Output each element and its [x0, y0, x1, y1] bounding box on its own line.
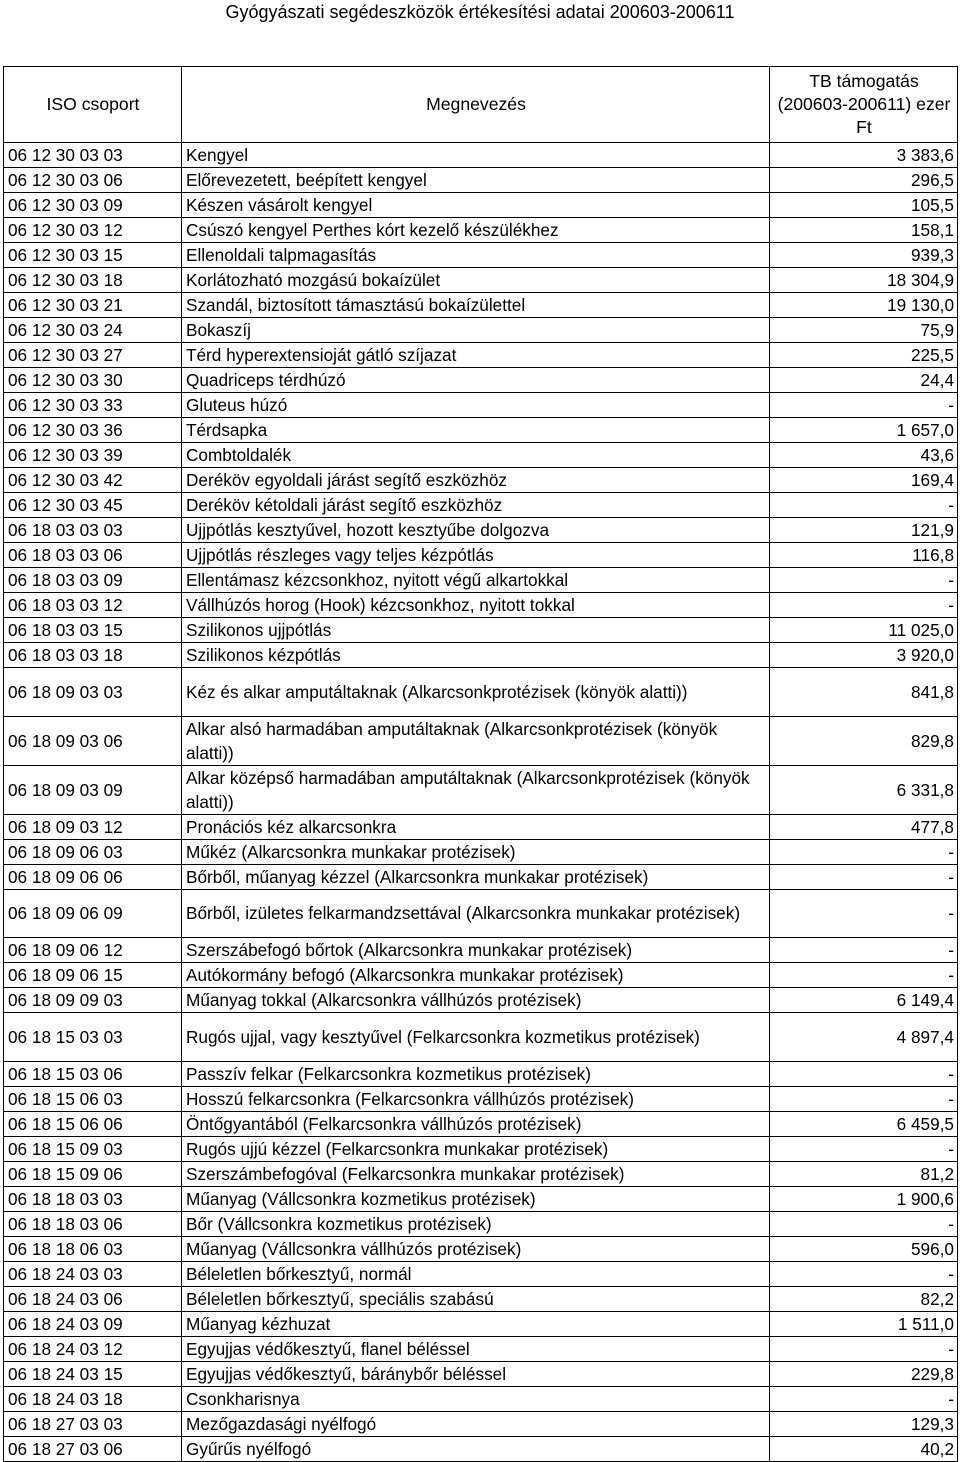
iso-code-cell: 06 12 30 03 39 [4, 443, 182, 468]
support-amount-cell: 75,9 [770, 318, 958, 343]
item-name-cell: Térdsapka [182, 418, 770, 443]
support-amount-cell: 81,2 [770, 1161, 958, 1186]
iso-code-cell: 06 18 27 03 06 [4, 1436, 182, 1461]
item-name-cell: Deréköv egyoldali járást segítő eszközhöz [182, 468, 770, 493]
iso-code-cell: 06 18 09 06 03 [4, 839, 182, 864]
iso-code-cell: 06 12 30 03 36 [4, 418, 182, 443]
item-name-cell: Vállhúzós horog (Hook) kézcsonkhoz, nyitott tokkal [182, 593, 770, 618]
item-name-cell: Szilikonos ujjpótlás [182, 618, 770, 643]
iso-code-cell: 06 18 15 03 06 [4, 1061, 182, 1086]
iso-code-cell: 06 12 30 03 45 [4, 493, 182, 518]
item-name-cell: Autókormány befogó (Alkarcsonkra munkakar protézisek) [182, 963, 770, 988]
iso-code-cell: 06 12 30 03 21 [4, 293, 182, 318]
item-name-cell: Mezőgazdasági nyélfogó [182, 1411, 770, 1436]
table-row [4, 293, 958, 318]
support-amount-cell: 43,6 [770, 443, 958, 468]
item-name-cell: Műanyag (Vállcsonkra vállhúzós protézisek) [182, 1236, 770, 1261]
table-row [4, 543, 958, 568]
item-name-cell: Gyűrűs nyélfogó [182, 1436, 770, 1461]
iso-code-cell: 06 12 30 03 30 [4, 368, 182, 393]
table-row [4, 938, 958, 963]
table-row [4, 889, 958, 938]
item-name-cell: Passzív felkar (Felkarcsonkra kozmetikus protézisek) [182, 1061, 770, 1086]
support-amount-cell: - [770, 839, 958, 864]
iso-code-cell: 06 12 30 03 12 [4, 218, 182, 243]
item-name-cell: Rugós ujjal, vagy kesztyűvel (Felkarcsonkra kozmetikus protézisek) [182, 1013, 770, 1062]
iso-code-cell: 06 18 03 03 06 [4, 543, 182, 568]
item-name-cell: Szilikonos kézpótlás [182, 643, 770, 668]
support-amount-cell: 1 657,0 [770, 418, 958, 443]
support-amount-cell: 939,3 [770, 243, 958, 268]
support-amount-cell: 82,2 [770, 1286, 958, 1311]
support-amount-cell: 169,4 [770, 468, 958, 493]
item-name-cell: Gluteus húzó [182, 393, 770, 418]
page-title: Gyógyászati segédeszközök értékesítési adatai 200603-200611 [225, 2, 735, 22]
table-row [4, 568, 958, 593]
iso-code-cell: 06 18 03 03 09 [4, 568, 182, 593]
table-row [4, 1261, 958, 1286]
table-row [4, 268, 958, 293]
table-row [4, 1086, 958, 1111]
table-row [4, 1136, 958, 1161]
table-row [4, 418, 958, 443]
item-name-cell: Ellentámasz kézcsonkhoz, nyitott végű alkartokkal [182, 568, 770, 593]
table-row [4, 468, 958, 493]
item-name-cell: Alkar alsó harmadában amputáltaknak (Alkarcsonkprotézisek (könyök alatti)) [182, 716, 770, 765]
item-name-cell: Öntőgyantából (Felkarcsonkra vállhúzós protézisek) [182, 1111, 770, 1136]
column-header-name: Megnevezés [182, 67, 770, 143]
item-name-cell: Készen vásárolt kengyel [182, 193, 770, 218]
table-row [4, 1211, 958, 1236]
iso-code-cell: 06 12 30 03 06 [4, 168, 182, 193]
item-name-cell: Műanyag tokkal (Alkarcsonkra vállhúzós protézisek) [182, 988, 770, 1013]
item-name-cell: Bőrből, műanyag kézzel (Alkarcsonkra munkakar protézisek) [182, 864, 770, 889]
table-row [4, 618, 958, 643]
support-amount-cell: 6 459,5 [770, 1111, 958, 1136]
iso-code-cell: 06 18 24 03 03 [4, 1261, 182, 1286]
table-row [4, 393, 958, 418]
table-row [4, 218, 958, 243]
item-name-cell: Pronációs kéz alkarcsonkra [182, 814, 770, 839]
table-row [4, 593, 958, 618]
support-amount-cell: 40,2 [770, 1436, 958, 1461]
iso-code-cell: 06 18 09 03 09 [4, 765, 182, 814]
support-amount-cell: 841,8 [770, 668, 958, 717]
iso-code-cell: 06 18 15 06 03 [4, 1086, 182, 1111]
item-name-cell: Csonkharisnya [182, 1386, 770, 1411]
support-amount-cell: - [770, 493, 958, 518]
support-amount-cell: - [770, 393, 958, 418]
iso-code-cell: 06 12 30 03 09 [4, 193, 182, 218]
iso-code-cell: 06 18 15 09 06 [4, 1161, 182, 1186]
item-name-cell: Műkéz (Alkarcsonkra munkakar protézisek) [182, 839, 770, 864]
item-name-cell: Egyujjas védőkesztyű, flanel béléssel [182, 1336, 770, 1361]
support-amount-cell: - [770, 864, 958, 889]
table-row [4, 1236, 958, 1261]
support-amount-cell: 158,1 [770, 218, 958, 243]
iso-code-cell: 06 12 30 03 42 [4, 468, 182, 493]
support-amount-cell: - [770, 568, 958, 593]
support-amount-cell: 229,8 [770, 1361, 958, 1386]
table-row [4, 864, 958, 889]
support-amount-cell: 129,3 [770, 1411, 958, 1436]
support-amount-cell: 24,4 [770, 368, 958, 393]
table-row [4, 1111, 958, 1136]
iso-code-cell: 06 18 15 03 03 [4, 1013, 182, 1062]
table-row [4, 1286, 958, 1311]
support-amount-cell: - [770, 1211, 958, 1236]
column-header-support-amount: TB támogatás (200603-200611) ezer Ft [770, 67, 958, 143]
table-row [4, 343, 958, 368]
item-name-cell: Kéz és alkar amputáltaknak (Alkarcsonkprotézisek (könyök alatti)) [182, 668, 770, 717]
support-amount-cell: - [770, 963, 958, 988]
item-name-cell: Bőrből, izületes felkarmandzsettával (Alkarcsonkra munkakar protézisek) [182, 889, 770, 938]
iso-code-cell: 06 12 30 03 18 [4, 268, 182, 293]
table-row [4, 1386, 958, 1411]
support-amount-cell: 1 511,0 [770, 1311, 958, 1336]
table-row [4, 143, 958, 168]
table-row [4, 1186, 958, 1211]
support-amount-cell: 6 331,8 [770, 765, 958, 814]
item-name-cell: Műanyag kézhuzat [182, 1311, 770, 1336]
table-row [4, 1061, 958, 1086]
support-amount-cell: 1 900,6 [770, 1186, 958, 1211]
iso-code-cell: 06 12 30 03 33 [4, 393, 182, 418]
iso-code-cell: 06 18 03 03 03 [4, 518, 182, 543]
support-amount-cell: 121,9 [770, 518, 958, 543]
item-name-cell: Ellenoldali talpmagasítás [182, 243, 770, 268]
iso-code-cell: 06 18 24 03 18 [4, 1386, 182, 1411]
iso-code-cell: 06 12 30 03 24 [4, 318, 182, 343]
support-amount-cell: 105,5 [770, 193, 958, 218]
table-row [4, 443, 958, 468]
support-amount-cell: 19 130,0 [770, 293, 958, 318]
iso-code-cell: 06 18 15 09 03 [4, 1136, 182, 1161]
table-row [4, 643, 958, 668]
iso-code-cell: 06 18 09 06 09 [4, 889, 182, 938]
iso-code-cell: 06 18 09 03 12 [4, 814, 182, 839]
support-amount-cell: - [770, 1336, 958, 1361]
table-row [4, 839, 958, 864]
iso-code-cell: 06 18 27 03 03 [4, 1411, 182, 1436]
iso-code-cell: 06 18 03 03 12 [4, 593, 182, 618]
support-amount-cell: 596,0 [770, 1236, 958, 1261]
table-row [4, 193, 958, 218]
item-name-cell: Korlátozható mozgású bokaízület [182, 268, 770, 293]
table-row [4, 988, 958, 1013]
table-row [4, 765, 958, 814]
support-amount-cell: - [770, 1086, 958, 1111]
table-row [4, 1161, 958, 1186]
item-name-cell: Egyujjas védőkesztyű, báránybőr béléssel [182, 1361, 770, 1386]
iso-code-cell: 06 18 09 03 06 [4, 716, 182, 765]
table-row [4, 668, 958, 717]
table-body [4, 143, 958, 1462]
support-amount-cell: 116,8 [770, 543, 958, 568]
item-name-cell: Rugós ujjú kézzel (Felkarcsonkra munkakar protézisek) [182, 1136, 770, 1161]
support-amount-cell: 225,5 [770, 343, 958, 368]
iso-code-cell: 06 18 09 03 03 [4, 668, 182, 717]
support-amount-cell: 18 304,9 [770, 268, 958, 293]
iso-code-cell: 06 12 30 03 03 [4, 143, 182, 168]
item-name-cell: Alkar középső harmadában amputáltaknak (Alkarcsonkprotézisek (könyök alatti)) [182, 765, 770, 814]
table-row [4, 1436, 958, 1461]
item-name-cell: Bőr (Vállcsonkra kozmetikus protézisek) [182, 1211, 770, 1236]
support-amount-cell: - [770, 1386, 958, 1411]
item-name-cell: Előrevezetett, beépített kengyel [182, 168, 770, 193]
support-amount-cell: - [770, 938, 958, 963]
support-amount-cell: - [770, 1136, 958, 1161]
table-row [4, 368, 958, 393]
item-name-cell: Quadriceps térdhúzó [182, 368, 770, 393]
support-amount-cell: 3 920,0 [770, 643, 958, 668]
table-row [4, 963, 958, 988]
item-name-cell: Csúszó kengyel Perthes kórt kezelő készülékhez [182, 218, 770, 243]
support-amount-cell: 3 383,6 [770, 143, 958, 168]
table-row [4, 493, 958, 518]
support-amount-cell: - [770, 1061, 958, 1086]
item-name-cell: Deréköv kétoldali járást segítő eszközhöz [182, 493, 770, 518]
item-name-cell: Béleletlen bőrkesztyű, normál [182, 1261, 770, 1286]
table-row [4, 518, 958, 543]
support-amount-cell: 11 025,0 [770, 618, 958, 643]
iso-code-cell: 06 18 18 06 03 [4, 1236, 182, 1261]
table-row [4, 1336, 958, 1361]
iso-code-cell: 06 12 30 03 27 [4, 343, 182, 368]
iso-code-cell: 06 18 24 03 12 [4, 1336, 182, 1361]
item-name-cell: Műanyag (Vállcsonkra kozmetikus protézisek) [182, 1186, 770, 1211]
table-row [4, 1411, 958, 1436]
iso-code-cell: 06 18 03 03 15 [4, 618, 182, 643]
iso-code-cell: 06 18 09 06 06 [4, 864, 182, 889]
support-amount-cell: - [770, 889, 958, 938]
item-name-cell: Bokaszíj [182, 318, 770, 343]
table-row [4, 1361, 958, 1386]
table-row [4, 716, 958, 765]
item-name-cell: Térd hyperextensioját gátló szíjazat [182, 343, 770, 368]
item-name-cell: Ujjpótlás kesztyűvel, hozott kesztyűbe dolgozva [182, 518, 770, 543]
item-name-cell: Hosszú felkarcsonkra (Felkarcsonkra vállhúzós protézisek) [182, 1086, 770, 1111]
table-row [4, 168, 958, 193]
iso-code-cell: 06 18 18 03 06 [4, 1211, 182, 1236]
table-row [4, 318, 958, 343]
iso-code-cell: 06 18 09 06 15 [4, 963, 182, 988]
support-amount-cell: 829,8 [770, 716, 958, 765]
support-amount-cell: - [770, 593, 958, 618]
table-row [4, 1311, 958, 1336]
iso-code-cell: 06 18 09 09 03 [4, 988, 182, 1013]
iso-code-cell: 06 18 24 03 09 [4, 1311, 182, 1336]
iso-code-cell: 06 18 24 03 15 [4, 1361, 182, 1386]
item-name-cell: Kengyel [182, 143, 770, 168]
support-amount-cell: 296,5 [770, 168, 958, 193]
iso-code-cell: 06 12 30 03 15 [4, 243, 182, 268]
table-row [4, 1013, 958, 1062]
item-name-cell: Ujjpótlás részleges vagy teljes kézpótlás [182, 543, 770, 568]
table-header-row [4, 67, 958, 143]
item-name-cell: Béleletlen bőrkesztyű, speciális szabású [182, 1286, 770, 1311]
item-name-cell: Szerszámbefogóval (Felkarcsonkra munkakar protézisek) [182, 1161, 770, 1186]
iso-code-cell: 06 18 15 06 06 [4, 1111, 182, 1136]
support-amount-cell: 477,8 [770, 814, 958, 839]
support-amount-cell: 4 897,4 [770, 1013, 958, 1062]
support-amount-cell: - [770, 1261, 958, 1286]
iso-code-cell: 06 18 18 03 03 [4, 1186, 182, 1211]
iso-code-cell: 06 18 09 06 12 [4, 938, 182, 963]
table-row [4, 243, 958, 268]
item-name-cell: Combtoldalék [182, 443, 770, 468]
iso-code-cell: 06 18 24 03 06 [4, 1286, 182, 1311]
sales-table [3, 66, 958, 1462]
support-amount-cell: 6 149,4 [770, 988, 958, 1013]
item-name-cell: Szandál, biztosított támasztású bokaízülettel [182, 293, 770, 318]
iso-code-cell: 06 18 03 03 18 [4, 643, 182, 668]
item-name-cell: Szerszábefogó bőrtok (Alkarcsonkra munkakar protézisek) [182, 938, 770, 963]
table-row [4, 814, 958, 839]
column-header-iso-group: ISO csoport [4, 67, 182, 143]
